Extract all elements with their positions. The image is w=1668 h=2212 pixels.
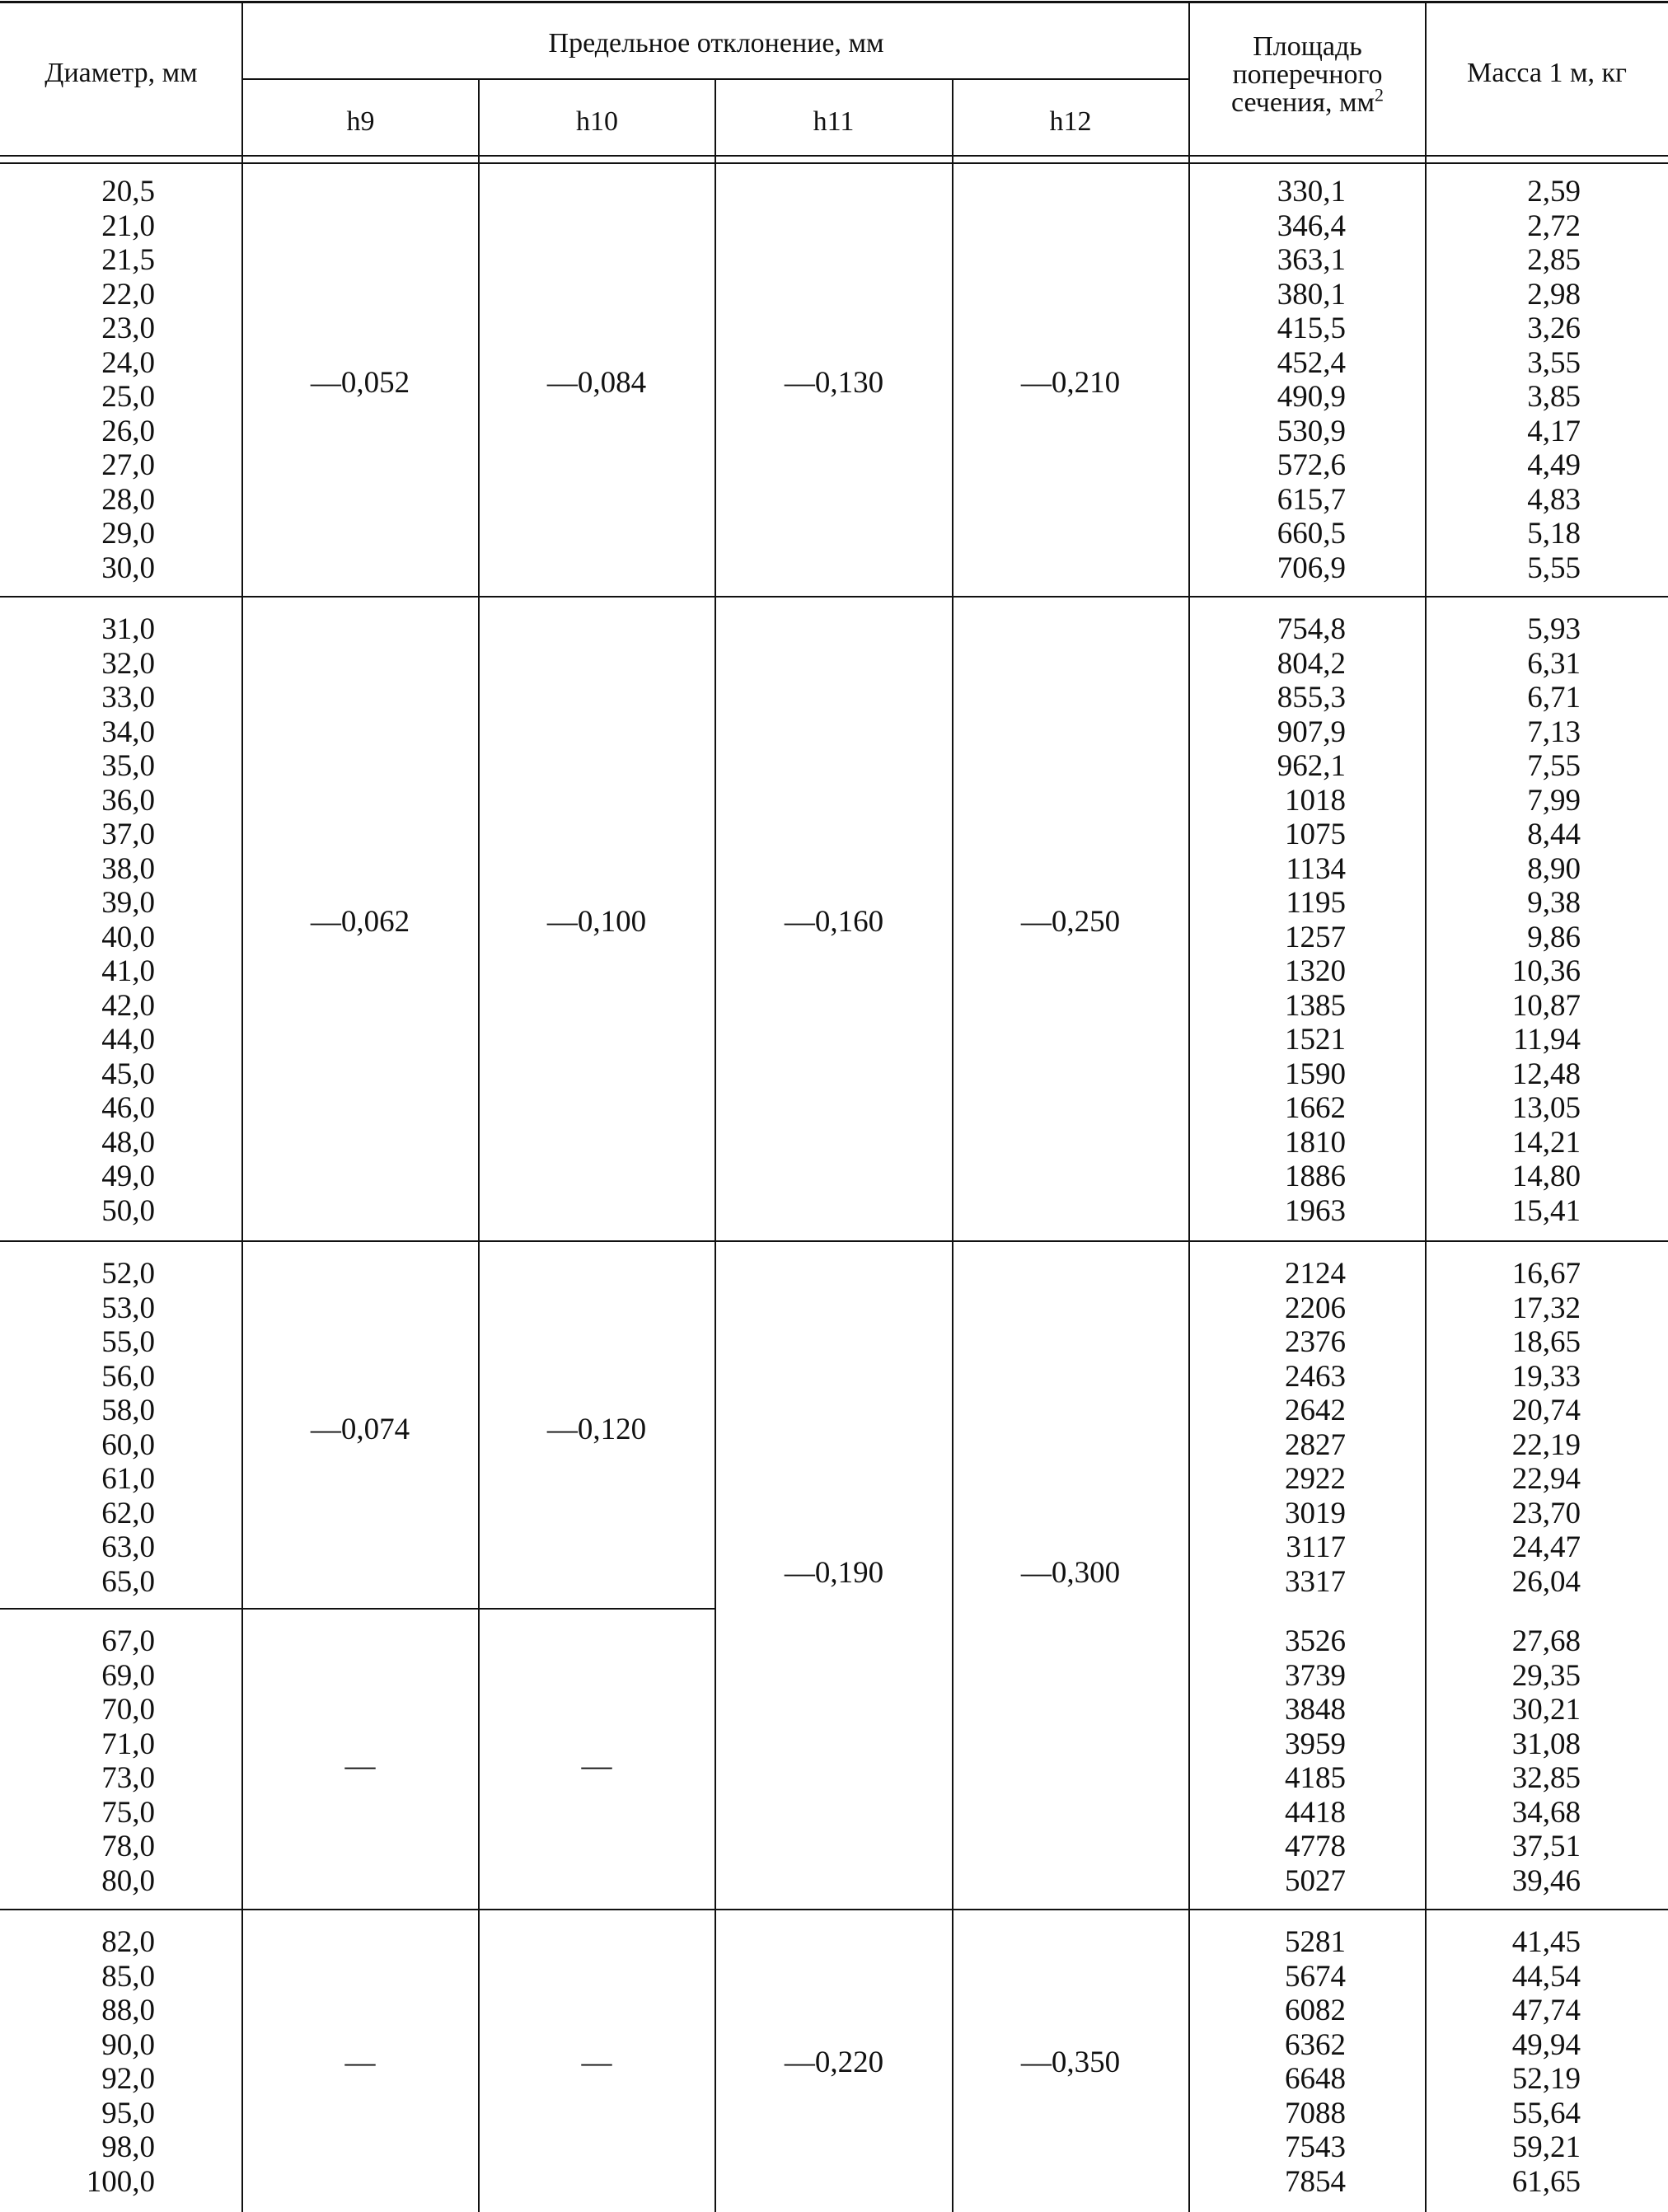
header-deviation: Предельное отклонение, мм xyxy=(548,28,884,59)
area-column-group-2: 754,8 804,2 855,3 907,9 962,1 1018 1075 1134 1195 1257 1320 1385 1521 1590 1662 1810 1886 1963 xyxy=(1277,612,1346,1228)
diameter-column-group-5: 82,0 85,0 88,0 90,0 92,0 95,0 98,0 100,0 xyxy=(86,1925,155,2199)
group-divider-1 xyxy=(0,596,1668,598)
header-subdivider xyxy=(242,78,1190,80)
h10-deviation-group-4: — xyxy=(581,1749,612,1783)
h9-deviation-group-1: —0,052 xyxy=(310,366,410,400)
h9-deviation-group-4: — xyxy=(344,1749,376,1783)
group-divider-2 xyxy=(0,1240,1668,1242)
header-area-line1: Площадь xyxy=(1253,31,1362,62)
h11-deviation-group-1: —0,130 xyxy=(784,366,884,400)
diameter-column-group-3: 52,0 53,0 55,0 56,0 58,0 60,0 61,0 62,0 63,0 65,0 xyxy=(101,1257,155,1599)
group-divider-4 xyxy=(0,1909,1668,1910)
header-bottom-rule-2 xyxy=(0,162,1668,164)
h12-deviation-group-2: —0,250 xyxy=(1020,905,1121,939)
mass-column-group-3: 16,67 17,32 18,65 19,33 20,74 22,19 22,94 23,70 24,47 26,04 xyxy=(1511,1257,1581,1599)
header-h11: h11 xyxy=(813,106,855,137)
h9-deviation-group-5: — xyxy=(344,2046,376,2079)
col-divider-1 xyxy=(241,1,243,2212)
h11-deviation-52-80: —0,190 xyxy=(784,1556,884,1590)
area-column-group-1: 330,1 346,4 363,1 380,1 415,5 452,4 490,9 530,9 572,6 615,7 660,5 706,9 xyxy=(1277,175,1346,585)
h11-deviation-group-5: —0,220 xyxy=(784,2046,884,2079)
mass-column-group-4: 27,68 29,35 30,21 31,08 32,85 34,68 37,51 39,46 xyxy=(1511,1624,1581,1898)
header-area-superscript: 2 xyxy=(1375,84,1384,105)
header-mass: Масса 1 м, кг xyxy=(1467,58,1627,88)
h10-deviation-group-5: — xyxy=(581,2046,612,2079)
col-divider-2 xyxy=(478,78,480,2212)
h11-deviation-group-2: —0,160 xyxy=(784,905,884,939)
h12-deviation-group-1: —0,210 xyxy=(1020,366,1121,400)
area-column-group-3: 2124 2206 2376 2463 2642 2827 2922 3019 3117 3317 xyxy=(1285,1257,1346,1599)
diameter-column-group-2: 31,0 32,0 33,0 34,0 35,0 36,0 37,0 38,0 39,0 40,0 41,0 42,0 44,0 45,0 46,0 48,0 49,0 50,0 xyxy=(101,612,155,1228)
diameter-column-group-4: 67,0 69,0 70,0 71,0 73,0 75,0 78,0 80,0 xyxy=(101,1624,155,1898)
h10-deviation-group-1: —0,084 xyxy=(546,366,647,400)
h12-deviation-52-80: —0,300 xyxy=(1020,1556,1121,1590)
h10-deviation-group-3: —0,120 xyxy=(546,1413,647,1446)
h10-deviation-group-2: —0,100 xyxy=(546,905,647,939)
diameter-column-group-1: 20,5 21,0 21,5 22,0 23,0 24,0 25,0 26,0 27,0 28,0 29,0 30,0 xyxy=(101,175,155,585)
area-column-group-4: 3526 3739 3848 3959 4185 4418 4778 5027 xyxy=(1285,1624,1346,1898)
header-diameter: Диаметр, мм xyxy=(45,58,198,88)
h12-deviation-group-5: —0,350 xyxy=(1020,2046,1121,2079)
header-area-text: сечения, мм xyxy=(1230,87,1375,118)
col-divider-3 xyxy=(715,78,716,2212)
group-divider-h9-h10 xyxy=(0,1608,715,1610)
mass-column-group-2: 5,93 6,31 6,71 7,13 7,55 7,99 8,44 8,90 9,38 9,86 10,36 10,87 11,94 12,48 13,05 14,21 14,80 15,41 xyxy=(1511,612,1581,1228)
mass-column-group-5: 41,45 44,54 47,74 49,94 52,19 55,64 59,21 61,65 xyxy=(1511,1925,1581,2199)
area-column-group-5: 5281 5674 6082 6362 6648 7088 7543 7854 xyxy=(1285,1925,1346,2199)
h9-deviation-group-3: —0,074 xyxy=(310,1413,410,1446)
col-divider-4 xyxy=(952,78,953,2212)
table-top-border xyxy=(0,1,1668,3)
h9-deviation-group-2: —0,062 xyxy=(310,905,410,939)
header-h12: h12 xyxy=(1049,106,1092,137)
header-h10: h10 xyxy=(576,106,618,137)
header-h9: h9 xyxy=(346,106,375,137)
header-area-line2: поперечного xyxy=(1232,59,1383,90)
mass-column-group-1: 2,59 2,72 2,85 2,98 3,26 3,55 3,85 4,17 4,49 4,83 5,18 5,55 xyxy=(1527,175,1581,585)
header-area-line3 xyxy=(1189,84,1426,118)
header-bottom-rule-1 xyxy=(0,155,1668,157)
